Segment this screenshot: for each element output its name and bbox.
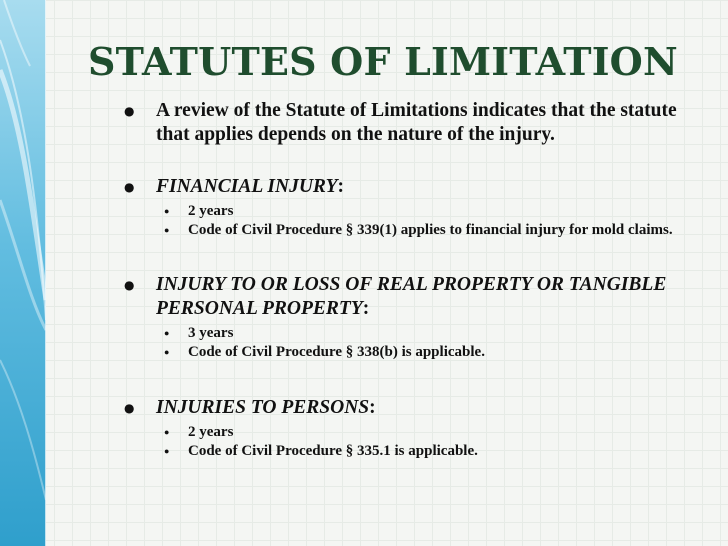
sub-bullet-dot: ● — [164, 347, 170, 357]
bullet-dot: ● — [124, 401, 135, 415]
bullet-property-injury — [120, 273, 710, 362]
sub-list — [156, 202, 710, 240]
section-heading: INJURY TO OR LOSS OF REAL PROPERTY OR TANGIBLE PERSONAL PROPERTY — [156, 274, 667, 319]
sub-bullet-dot: ● — [164, 225, 170, 235]
list-item — [156, 324, 710, 343]
list-item-text: 2 years — [188, 203, 234, 219]
list-item — [156, 442, 710, 461]
slide-content — [120, 99, 710, 461]
sub-bullet-dot: ● — [164, 206, 170, 216]
sub-bullet-dot: ● — [164, 446, 170, 456]
heading-colon: : — [362, 298, 370, 319]
list-item — [156, 423, 710, 442]
intro-text: A review of the Statute of Limitations indicates that the statute that applies depends on the nature of the injury. — [156, 100, 677, 145]
heading-colon: : — [369, 397, 376, 418]
sub-bullet-dot: ● — [164, 328, 170, 338]
list-item-text: 2 years — [188, 424, 234, 440]
bullet-dot: ● — [124, 278, 135, 292]
bullet-dot: ● — [124, 180, 135, 194]
sub-list — [156, 324, 710, 362]
list-item-text: Code of Civil Procedure § 339(1) applies to financial injury for mold claims. — [188, 222, 673, 238]
list-item-text: Code of Civil Procedure § 335.1 is applicable. — [188, 443, 478, 459]
list-item — [156, 221, 710, 240]
section-heading: FINANCIAL INJURY — [156, 176, 338, 197]
list-item-text: Code of Civil Procedure § 338(b) is applicable. — [188, 344, 485, 360]
sub-list — [156, 423, 710, 461]
bullet-dot: ● — [124, 104, 135, 118]
bullet-intro — [120, 99, 710, 147]
slide-title: STATUTES OF LIMITATION — [88, 39, 678, 84]
heading-colon: : — [337, 176, 344, 197]
bullet-injuries-to-persons — [120, 396, 710, 461]
list-item-text: 3 years — [188, 325, 234, 341]
bullet-financial-injury — [120, 175, 710, 240]
list-item — [156, 202, 710, 221]
sub-bullet-dot: ● — [164, 427, 170, 437]
section-heading: INJURIES TO PERSONS — [156, 397, 370, 418]
list-item — [156, 343, 710, 362]
